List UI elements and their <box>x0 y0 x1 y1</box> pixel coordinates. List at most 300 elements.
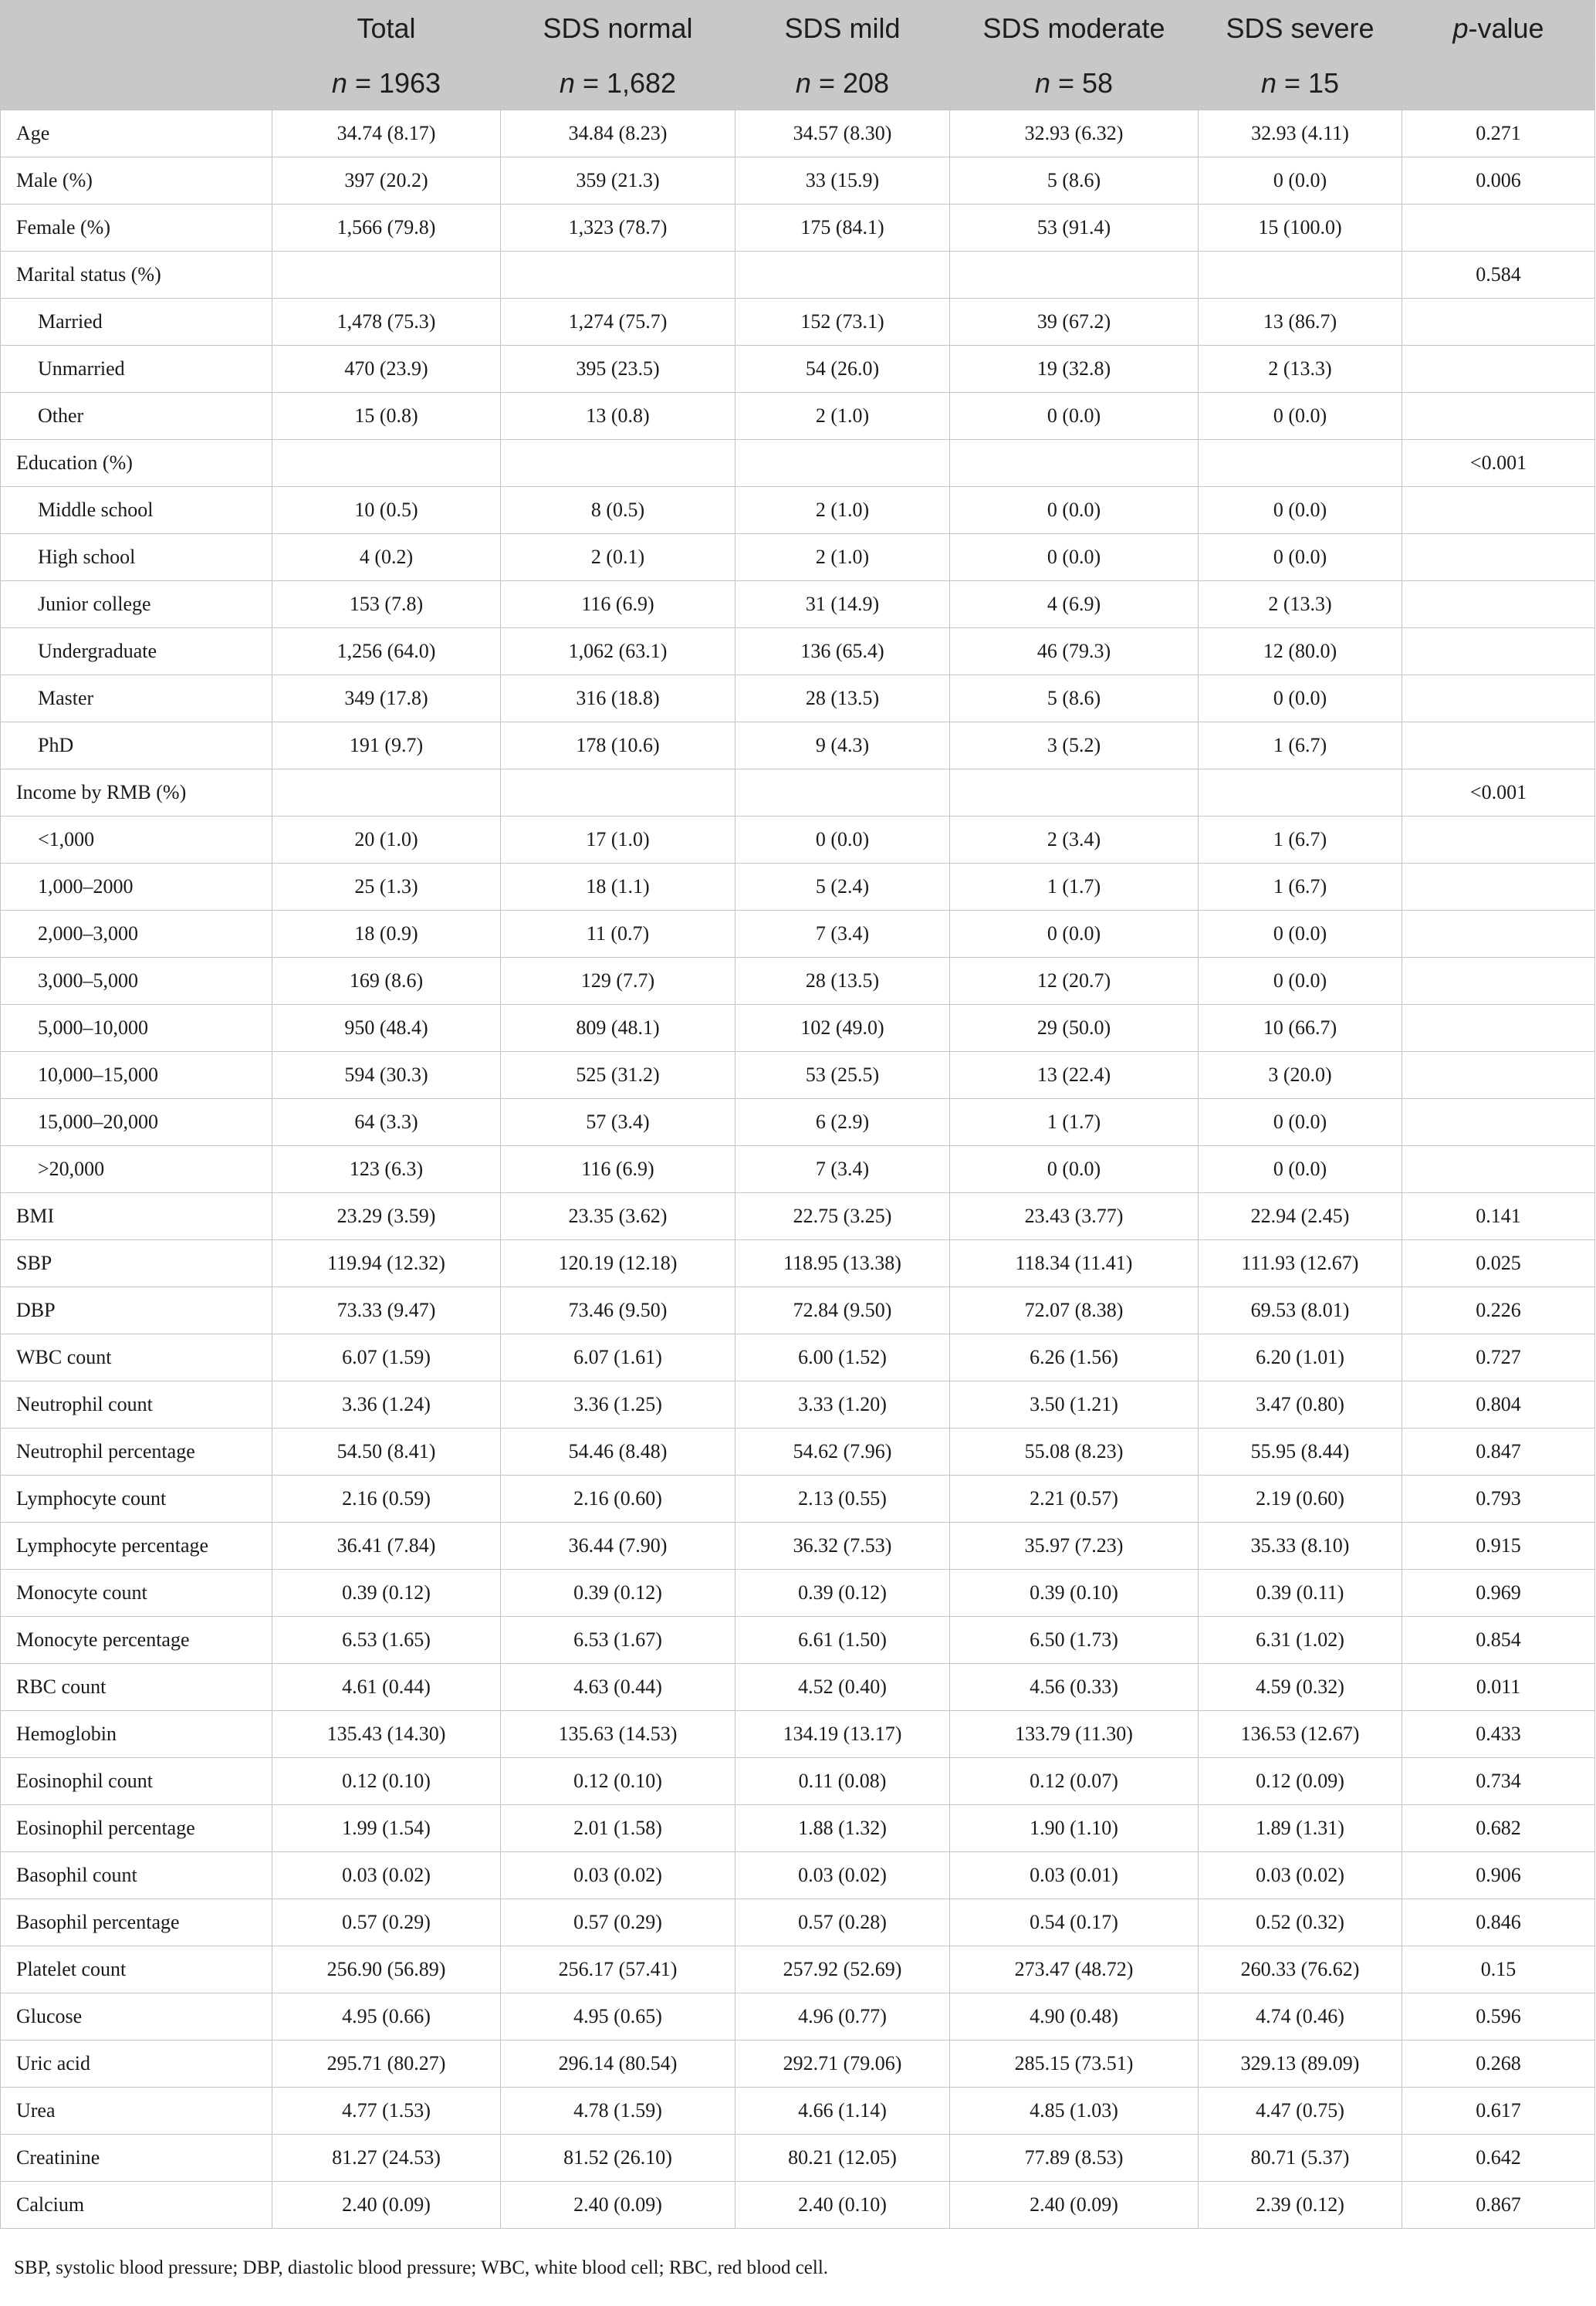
data-cell: 2.01 (1.58) <box>501 1805 735 1852</box>
data-cell: 32.93 (4.11) <box>1199 110 1402 157</box>
p-value-cell: 0.006 <box>1402 157 1595 205</box>
table-row <box>1 2182 1595 2229</box>
data-cell: 178 (10.6) <box>501 722 735 769</box>
p-value-cell <box>1402 958 1595 1005</box>
data-cell: 260.33 (76.62) <box>1199 1946 1402 1993</box>
table-row <box>1 110 1595 157</box>
row-label: Marital status (%) <box>1 252 272 299</box>
data-cell: 3.50 (1.21) <box>950 1381 1199 1429</box>
n-symbol: n <box>795 66 811 99</box>
row-label: Platelet count <box>1 1946 272 1993</box>
table-row <box>1 252 1595 299</box>
data-cell: 135.43 (14.30) <box>272 1711 501 1758</box>
data-cell: 1.90 (1.10) <box>950 1805 1199 1852</box>
data-cell: 3 (20.0) <box>1199 1052 1402 1099</box>
data-cell: 2.39 (0.12) <box>1199 2182 1402 2229</box>
data-cell: 6.61 (1.50) <box>735 1617 950 1664</box>
p-value-cell: 0.433 <box>1402 1711 1595 1758</box>
row-label: Monocyte percentage <box>1 1617 272 1664</box>
data-cell: 72.07 (8.38) <box>950 1287 1199 1334</box>
data-cell: 3.36 (1.24) <box>272 1381 501 1429</box>
n-value: 1963 <box>378 66 441 99</box>
n-value: 58 <box>1082 66 1114 99</box>
column-header: SDS severe <box>1199 1 1402 56</box>
data-cell: 295.71 (80.27) <box>272 2041 501 2088</box>
p-value-cell <box>1402 864 1595 911</box>
data-cell: 2.19 (0.60) <box>1199 1476 1402 1523</box>
p-value-cell: 0.584 <box>1402 252 1595 299</box>
data-cell: 6.53 (1.65) <box>272 1617 501 1664</box>
data-cell: 129 (7.7) <box>501 958 735 1005</box>
table-row <box>1 440 1595 487</box>
data-cell: 8 (0.5) <box>501 487 735 534</box>
row-label: Uric acid <box>1 2041 272 2088</box>
data-cell: 39 (67.2) <box>950 299 1199 346</box>
table-row <box>1 1240 1595 1287</box>
data-cell: 22.75 (3.25) <box>735 1193 950 1240</box>
data-cell: 6.31 (1.02) <box>1199 1617 1402 1664</box>
data-cell: 273.47 (48.72) <box>950 1946 1199 1993</box>
data-cell: 6.00 (1.52) <box>735 1334 950 1381</box>
row-label: PhD <box>1 722 272 769</box>
data-cell: 53 (25.5) <box>735 1052 950 1099</box>
data-cell: 123 (6.3) <box>272 1146 501 1193</box>
data-cell: 13 (22.4) <box>950 1052 1199 1099</box>
table-row <box>1 1805 1595 1852</box>
data-cell: 0.39 (0.12) <box>735 1570 950 1617</box>
data-cell: 285.15 (73.51) <box>950 2041 1199 2088</box>
p-value-cell: 0.915 <box>1402 1523 1595 1570</box>
table-row <box>1 346 1595 393</box>
row-label: Lymphocyte percentage <box>1 1523 272 1570</box>
row-label: Glucose <box>1 1993 272 2041</box>
p-value-cell <box>1402 299 1595 346</box>
table-row <box>1 1852 1595 1899</box>
data-cell <box>501 440 735 487</box>
table-row <box>1 1570 1595 1617</box>
row-label: 1,000–2000 <box>1 864 272 911</box>
p-value-cell: 0.011 <box>1402 1664 1595 1711</box>
data-cell: 1,256 (64.0) <box>272 628 501 675</box>
data-cell: 4.96 (0.77) <box>735 1993 950 2041</box>
table-row <box>1 157 1595 205</box>
data-cell: 13 (86.7) <box>1199 299 1402 346</box>
table-row <box>1 2135 1595 2182</box>
row-label: Basophil percentage <box>1 1899 272 1946</box>
data-cell: 28 (13.5) <box>735 675 950 722</box>
header-empty-cell <box>1 56 272 110</box>
data-cell: 34.84 (8.23) <box>501 110 735 157</box>
data-cell: 29 (50.0) <box>950 1005 1199 1052</box>
table-row <box>1 817 1595 864</box>
data-cell <box>950 440 1199 487</box>
row-label: <1,000 <box>1 817 272 864</box>
row-label: Income by RMB (%) <box>1 769 272 817</box>
row-label: WBC count <box>1 1334 272 1381</box>
header-row-labels <box>1 1 1595 56</box>
p-value-cell: 0.642 <box>1402 2135 1595 2182</box>
data-cell: 0 (0.0) <box>1199 1099 1402 1146</box>
row-label: 3,000–5,000 <box>1 958 272 1005</box>
data-cell: 2 (3.4) <box>950 817 1199 864</box>
data-cell: 135.63 (14.53) <box>501 1711 735 1758</box>
p-value-cell: <0.001 <box>1402 440 1595 487</box>
data-cell <box>735 769 950 817</box>
data-cell: 397 (20.2) <box>272 157 501 205</box>
data-cell: 0.03 (0.02) <box>501 1852 735 1899</box>
p-value-cell: 0.226 <box>1402 1287 1595 1334</box>
table-row <box>1 958 1595 1005</box>
data-cell: 1 (6.7) <box>1199 864 1402 911</box>
row-label: Undergraduate <box>1 628 272 675</box>
table-row <box>1 1146 1595 1193</box>
data-cell: 1 (1.7) <box>950 1099 1199 1146</box>
data-cell: 134.19 (13.17) <box>735 1711 950 1758</box>
data-cell: 53 (91.4) <box>950 205 1199 252</box>
data-cell: 15 (100.0) <box>1199 205 1402 252</box>
data-cell <box>1199 769 1402 817</box>
data-cell: 55.08 (8.23) <box>950 1429 1199 1476</box>
sample-size-header <box>735 56 950 110</box>
n-equals: = <box>347 66 379 99</box>
p-value-cell: 0.141 <box>1402 1193 1595 1240</box>
data-cell: 32.93 (6.32) <box>950 110 1199 157</box>
data-cell: 2.16 (0.60) <box>501 1476 735 1523</box>
data-cell: 0 (0.0) <box>950 487 1199 534</box>
n-value: 15 <box>1308 66 1340 99</box>
column-header: SDS mild <box>735 1 950 56</box>
data-cell: 28 (13.5) <box>735 958 950 1005</box>
data-cell: 15 (0.8) <box>272 393 501 440</box>
data-cell: 13 (0.8) <box>501 393 735 440</box>
p-value-cell <box>1402 581 1595 628</box>
p-value-cell: 0.025 <box>1402 1240 1595 1287</box>
data-cell: 2.40 (0.09) <box>950 2182 1199 2229</box>
p-value-cell <box>1402 346 1595 393</box>
data-cell: 2 (0.1) <box>501 534 735 581</box>
sample-size-header <box>950 56 1199 110</box>
data-cell: 169 (8.6) <box>272 958 501 1005</box>
data-cell: 4.78 (1.59) <box>501 2088 735 2135</box>
data-cell: 1.89 (1.31) <box>1199 1805 1402 1852</box>
data-cell: 81.27 (24.53) <box>272 2135 501 2182</box>
row-label: SBP <box>1 1240 272 1287</box>
data-cell <box>501 769 735 817</box>
table-row <box>1 722 1595 769</box>
table-row <box>1 769 1595 817</box>
data-cell: 36.44 (7.90) <box>501 1523 735 1570</box>
data-cell: 809 (48.1) <box>501 1005 735 1052</box>
data-cell: 3.47 (0.80) <box>1199 1381 1402 1429</box>
data-cell: 64 (3.3) <box>272 1099 501 1146</box>
data-cell: 9 (4.3) <box>735 722 950 769</box>
data-cell: 0.03 (0.02) <box>1199 1852 1402 1899</box>
data-cell: 6 (2.9) <box>735 1099 950 1146</box>
data-cell: 2.40 (0.09) <box>501 2182 735 2229</box>
data-cell: 594 (30.3) <box>272 1052 501 1099</box>
data-cell: 116 (6.9) <box>501 581 735 628</box>
data-cell: 119.94 (12.32) <box>272 1240 501 1287</box>
row-label: RBC count <box>1 1664 272 1711</box>
table-row <box>1 1005 1595 1052</box>
column-header-p-value <box>1402 1 1595 56</box>
data-cell: 133.79 (11.30) <box>950 1711 1199 1758</box>
data-cell: 191 (9.7) <box>272 722 501 769</box>
data-cell: 296.14 (80.54) <box>501 2041 735 2088</box>
p-value-cell: 0.682 <box>1402 1805 1595 1852</box>
p-value-cell <box>1402 911 1595 958</box>
data-cell: 80.21 (12.05) <box>735 2135 950 2182</box>
row-label: Middle school <box>1 487 272 534</box>
header-row-sample-sizes <box>1 56 1595 110</box>
data-cell: 6.07 (1.59) <box>272 1334 501 1381</box>
data-cell: 23.29 (3.59) <box>272 1193 501 1240</box>
table-row <box>1 581 1595 628</box>
data-cell: 2.21 (0.57) <box>950 1476 1199 1523</box>
p-value-cell: 0.271 <box>1402 110 1595 157</box>
p-value-cell <box>1402 534 1595 581</box>
data-cell: 102 (49.0) <box>735 1005 950 1052</box>
row-label: BMI <box>1 1193 272 1240</box>
data-cell: 0 (0.0) <box>1199 393 1402 440</box>
p-value-cell: 0.846 <box>1402 1899 1595 1946</box>
data-cell: 73.33 (9.47) <box>272 1287 501 1334</box>
row-label: 10,000–15,000 <box>1 1052 272 1099</box>
data-cell: 0 (0.0) <box>950 911 1199 958</box>
data-cell: 349 (17.8) <box>272 675 501 722</box>
p-value-cell: 0.15 <box>1402 1946 1595 1993</box>
table-row <box>1 1287 1595 1334</box>
row-label: Eosinophil percentage <box>1 1805 272 1852</box>
data-cell <box>735 440 950 487</box>
n-equals: = <box>1276 66 1308 99</box>
data-cell: 395 (23.5) <box>501 346 735 393</box>
p-value-cell <box>1402 1052 1595 1099</box>
data-cell: 57 (3.4) <box>501 1099 735 1146</box>
p-value-cell: 0.969 <box>1402 1570 1595 1617</box>
data-cell: 1 (6.7) <box>1199 722 1402 769</box>
data-cell: 0 (0.0) <box>950 534 1199 581</box>
data-cell: 1,062 (63.1) <box>501 628 735 675</box>
row-label: Lymphocyte count <box>1 1476 272 1523</box>
n-equals: = <box>574 66 607 99</box>
row-label: DBP <box>1 1287 272 1334</box>
row-label: High school <box>1 534 272 581</box>
table-row <box>1 299 1595 346</box>
p-value-cell <box>1402 675 1595 722</box>
data-cell: 1 (6.7) <box>1199 817 1402 864</box>
data-cell: 4.52 (0.40) <box>735 1664 950 1711</box>
data-cell: 4.66 (1.14) <box>735 2088 950 2135</box>
data-cell: 4.74 (0.46) <box>1199 1993 1402 2041</box>
p-value-cell <box>1402 722 1595 769</box>
table-row <box>1 393 1595 440</box>
table-row <box>1 1052 1595 1099</box>
data-cell <box>272 252 501 299</box>
data-cell: 0.57 (0.29) <box>501 1899 735 1946</box>
table-row <box>1 1429 1595 1476</box>
data-cell: 2 (1.0) <box>735 534 950 581</box>
data-cell: 3.33 (1.20) <box>735 1381 950 1429</box>
data-cell: 31 (14.9) <box>735 581 950 628</box>
table-row <box>1 1758 1595 1805</box>
data-cell: 0.54 (0.17) <box>950 1899 1199 1946</box>
data-cell: 23.43 (3.77) <box>950 1193 1199 1240</box>
data-cell: 4.47 (0.75) <box>1199 2088 1402 2135</box>
table-row <box>1 675 1595 722</box>
data-cell: 0 (0.0) <box>1199 911 1402 958</box>
data-cell: 292.71 (79.06) <box>735 2041 950 2088</box>
sample-size-header <box>1199 56 1402 110</box>
table-row <box>1 487 1595 534</box>
table-row <box>1 1099 1595 1146</box>
p-value-cell: 0.793 <box>1402 1476 1595 1523</box>
row-label: Urea <box>1 2088 272 2135</box>
p-value-cell <box>1402 817 1595 864</box>
data-cell: 4.63 (0.44) <box>501 1664 735 1711</box>
p-value-cell <box>1402 205 1595 252</box>
p-value-cell: 0.268 <box>1402 2041 1595 2088</box>
data-cell: 257.92 (52.69) <box>735 1946 950 1993</box>
data-cell: 0.12 (0.07) <box>950 1758 1199 1805</box>
n-symbol: n <box>331 66 347 99</box>
data-cell: 256.90 (56.89) <box>272 1946 501 1993</box>
row-label: Other <box>1 393 272 440</box>
data-cell: 2 (13.3) <box>1199 346 1402 393</box>
data-cell: 18 (0.9) <box>272 911 501 958</box>
data-cell: 0.57 (0.29) <box>272 1899 501 1946</box>
data-cell: 0.52 (0.32) <box>1199 1899 1402 1946</box>
p-value-cell: 0.734 <box>1402 1758 1595 1805</box>
row-label: Creatinine <box>1 2135 272 2182</box>
row-label: Master <box>1 675 272 722</box>
header-empty-cell <box>1402 56 1595 110</box>
p-value-cell: 0.596 <box>1402 1993 1595 2041</box>
data-cell: 77.89 (8.53) <box>950 2135 1199 2182</box>
data-cell: 5 (8.6) <box>950 157 1199 205</box>
table-row <box>1 864 1595 911</box>
data-cell: 136.53 (12.67) <box>1199 1711 1402 1758</box>
data-cell: 33 (15.9) <box>735 157 950 205</box>
data-cell: 0.03 (0.01) <box>950 1852 1199 1899</box>
data-cell: 0 (0.0) <box>735 817 950 864</box>
table-row <box>1 1946 1595 1993</box>
table-row <box>1 628 1595 675</box>
data-cell: 1,478 (75.3) <box>272 299 501 346</box>
data-cell: 35.33 (8.10) <box>1199 1523 1402 1570</box>
data-cell: 4.95 (0.65) <box>501 1993 735 2041</box>
data-cell: 950 (48.4) <box>272 1005 501 1052</box>
data-cell: 34.57 (8.30) <box>735 110 950 157</box>
row-label: Eosinophil count <box>1 1758 272 1805</box>
table-header <box>1 1 1595 110</box>
row-label: Monocyte count <box>1 1570 272 1617</box>
data-cell: 55.95 (8.44) <box>1199 1429 1402 1476</box>
table-row <box>1 1711 1595 1758</box>
data-cell: 2 (13.3) <box>1199 581 1402 628</box>
data-cell: 4.90 (0.48) <box>950 1993 1199 2041</box>
p-value-cell: 0.804 <box>1402 1381 1595 1429</box>
data-cell: 0.39 (0.11) <box>1199 1570 1402 1617</box>
data-cell: 6.20 (1.01) <box>1199 1334 1402 1381</box>
data-cell: 10 (0.5) <box>272 487 501 534</box>
data-cell: 4.77 (1.53) <box>272 2088 501 2135</box>
sample-size-header <box>272 56 501 110</box>
p-value-suffix-label: -value <box>1468 12 1544 44</box>
data-cell: 1 (1.7) <box>950 864 1199 911</box>
data-cell: 25 (1.3) <box>272 864 501 911</box>
data-cell <box>501 252 735 299</box>
n-symbol: n <box>559 66 575 99</box>
row-label: Education (%) <box>1 440 272 487</box>
data-cell: 1.99 (1.54) <box>272 1805 501 1852</box>
n-equals: = <box>810 66 843 99</box>
table-row <box>1 1193 1595 1240</box>
p-value-cell <box>1402 1005 1595 1052</box>
data-cell: 0.12 (0.10) <box>272 1758 501 1805</box>
p-value-cell <box>1402 393 1595 440</box>
n-symbol: n <box>1260 66 1276 99</box>
table-body <box>1 110 1595 2229</box>
data-cell: 12 (80.0) <box>1199 628 1402 675</box>
data-cell: 5 (8.6) <box>950 675 1199 722</box>
data-cell: 36.41 (7.84) <box>272 1523 501 1570</box>
table-row <box>1 1993 1595 2041</box>
data-cell: 0.39 (0.12) <box>501 1570 735 1617</box>
data-cell: 4.61 (0.44) <box>272 1664 501 1711</box>
data-cell: 4.59 (0.32) <box>1199 1664 1402 1711</box>
data-cell: 19 (32.8) <box>950 346 1199 393</box>
p-value-italic-label: p <box>1452 12 1469 44</box>
data-cell <box>1199 252 1402 299</box>
data-cell: 23.35 (3.62) <box>501 1193 735 1240</box>
n-equals: = <box>1050 66 1082 99</box>
row-label: 2,000–3,000 <box>1 911 272 958</box>
data-cell: 54.50 (8.41) <box>272 1429 501 1476</box>
table-row <box>1 1476 1595 1523</box>
data-cell: 6.26 (1.56) <box>950 1334 1199 1381</box>
data-cell: 35.97 (7.23) <box>950 1523 1199 1570</box>
row-label: Age <box>1 110 272 157</box>
data-cell: 80.71 (5.37) <box>1199 2135 1402 2182</box>
data-cell: 2.16 (0.59) <box>272 1476 501 1523</box>
data-cell: 81.52 (26.10) <box>501 2135 735 2182</box>
data-cell: 2.40 (0.09) <box>272 2182 501 2229</box>
p-value-cell: <0.001 <box>1402 769 1595 817</box>
data-cell: 2.13 (0.55) <box>735 1476 950 1523</box>
table-footnote: SBP, systolic blood pressure; DBP, diastolic blood pressure; WBC, white blood cell; RBC, red blood cell. <box>14 2257 829 2278</box>
n-value: 1,682 <box>606 66 677 99</box>
table-row <box>1 1334 1595 1381</box>
data-cell: 152 (73.1) <box>735 299 950 346</box>
table-row <box>1 534 1595 581</box>
data-cell: 1.88 (1.32) <box>735 1805 950 1852</box>
data-cell: 0 (0.0) <box>950 1146 1199 1193</box>
data-cell: 0 (0.0) <box>1199 1146 1402 1193</box>
data-cell: 2.40 (0.10) <box>735 2182 950 2229</box>
data-cell: 0.39 (0.12) <box>272 1570 501 1617</box>
data-cell: 4.56 (0.33) <box>950 1664 1199 1711</box>
data-cell: 6.53 (1.67) <box>501 1617 735 1664</box>
data-cell: 7 (3.4) <box>735 911 950 958</box>
data-cell: 1,274 (75.7) <box>501 299 735 346</box>
data-cell: 153 (7.8) <box>272 581 501 628</box>
data-cell <box>272 440 501 487</box>
data-cell: 17 (1.0) <box>501 817 735 864</box>
data-cell: 18 (1.1) <box>501 864 735 911</box>
data-cell: 0.12 (0.10) <box>501 1758 735 1805</box>
row-label: Neutrophil count <box>1 1381 272 1429</box>
